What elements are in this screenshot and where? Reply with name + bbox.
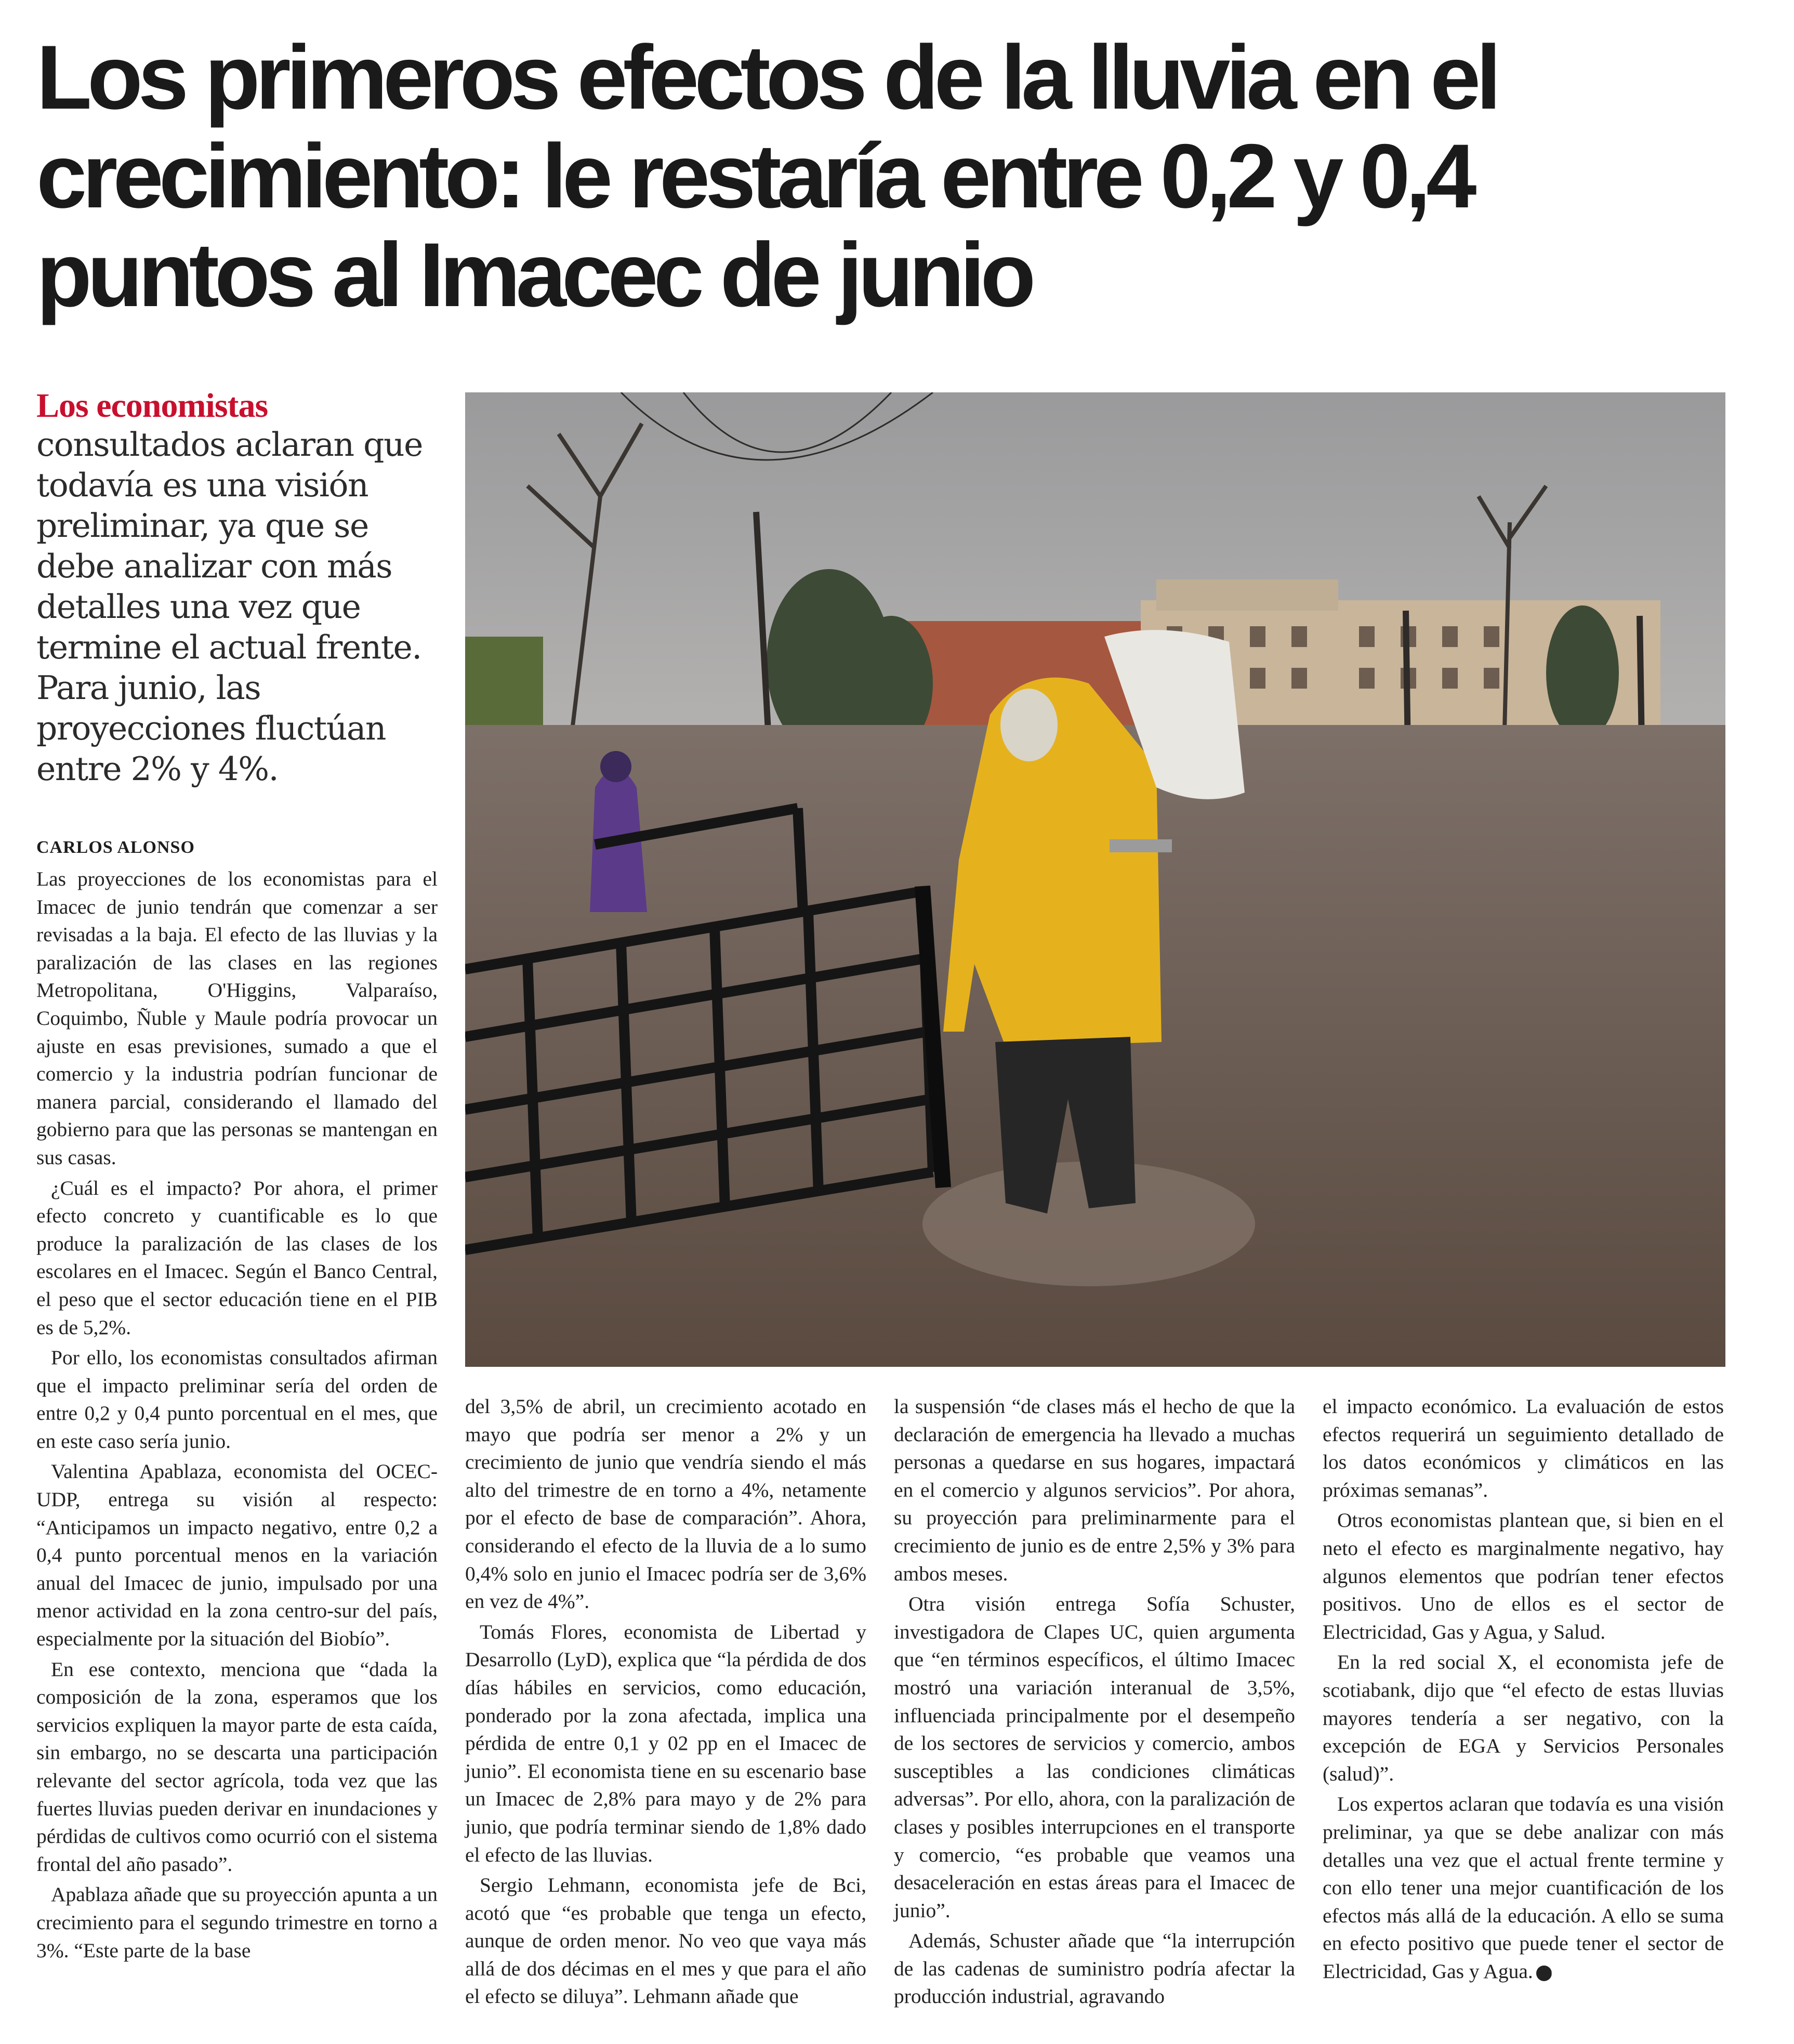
paragraph: Las proyecciones de los economistas para el Imacec de junio tendrán que comenzar a ser revisadas a la baja. El efecto de las lluvias y la paralización de las clases en las regiones Metropolitana, O'Higgins, Valparaíso, Coquimbo, Ñuble y Maule podría provocar un ajuste en esas previsiones, sumado a que el comercio y la industria podrían funcionar de manera parcial, considerando el llamado del gobierno para que las personas se mantengan en sus casas.: [36, 867, 438, 1169]
paragraph-text: Los expertos aclaran que todavía es una visión preliminar, ya que se debe analizar con más detalles una vez que el actual frente termine y con ello tener una mejor cuantificación de los efectos más allá de la educación. A ello se suma en efecto positivo que puede tener el sector de Electricidad, Gas y Agua.: [1323, 1792, 1724, 1983]
paragraph: Apablaza añade que su proyección apunta a un crecimiento para el segundo trimestre en torno a 3%. “Este parte de la base: [36, 1883, 438, 1962]
paragraph: el impacto económico. La evaluación de estos efectos requerirá un seguimiento detallado de los datos económicos y climáticos en las próximas semanas”.: [1323, 1395, 1724, 1501]
paragraph: Otros economistas plantean que, si bien en el neto el efecto es marginalmente negativo, hay algunos elementos que podrían tener efectos positivos. Uno de ellos es el sector de Electricidad, Gas y Agua, y Salud.: [1323, 1509, 1724, 1643]
end-mark-icon: P: [1536, 1966, 1552, 1981]
paragraph: Además, Schuster añade que “la interrupción de las cadenas de suministro podría afectar la producción industrial, agravando: [894, 1929, 1295, 2008]
headline: Los primeros efectos de la lluvia en el crecimiento: le restaría entre 0,2 y 0,4 puntos al Imacec de junio: [36, 27, 1497, 326]
paragraph: Por ello, los economistas consultados afirman que el impacto preliminar sería del orden de entre 0,2 y 0,4 punto porcentual en el mes, que en este caso sería junio.: [36, 1346, 438, 1453]
paragraph: Sergio Lehmann, economista jefe de Bci, acotó que “es probable que tenga un efecto, aunque de orden menor. No veo que vaya más allá de dos décimas en el mes y que para el año el efecto se diluya”. Lehmann añade que: [465, 1874, 866, 2008]
deck: [36, 387, 452, 789]
paragraph: En la red social X, el economista jefe de scotiabank, dijo que “el efecto de estas lluvias mayores tendería a ser negativo, con la excepción de EGA y Servicios Personales (salud)”.: [1323, 1651, 1724, 1785]
paragraph: la suspensión “de clases más el hecho de que la declaración de emergencia ha llevado a muchas personas a quedarse en sus hogares, impactará en el comercio y algunos servicios”. Por ahora, su proyección para preliminarmente para el crecimiento de junio es de entre 2,5% y 3% para ambos meses.: [894, 1395, 1295, 1585]
byline: CARLOS ALONSO: [36, 838, 195, 857]
flood-photo: [465, 392, 1725, 1367]
paragraph: del 3,5% de abril, un crecimiento acotado en mayo que podría ser menor a 2% y un crecimiento de junio que vendría siendo el más alto del trimestre de en torno a 4%, netamente por el efecto de base de comparación”. Ahora, considerando el efecto de la lluvia de a lo sumo 0,4% solo en junio el Imacec podría ser de 3,6% en vez de 4%”.: [465, 1395, 866, 1613]
deck-text: consultados aclaran que todavía es una visión preliminar, ya que se debe analizar con más detalles una vez que termine el actual frente. Para junio, las proyecciones fluctúan entre 2% y 4%.: [36, 426, 423, 788]
paragraph: Otra visión entrega Sofía Schuster, investigadora de Clapes UC, quien argumenta que “en términos específicos, el último Imacec mostró una variación interanual de 3,5%, influenciada principalmente por el desempeño de los sectores de servicios y comercio, ambos susceptibles a las condiciones climáticas adversas”. Por ello, ahora, con la paralización de clases y posibles interrupciones en el transporte y comercio, “es probable que veamos una desaceleración en estas áreas para el Imacec de junio”.: [894, 1592, 1295, 1922]
paragraph: Valentina Apablaza, economista del OCEC-UDP, entrega su visión al respecto: “Anticipamos un impacto negativo, entre 0,2 a 0,4 punto porcentual menos en la variación anual del Imacec de junio, impulsado por una menor actividad en la zona centro-sur del país, especialmente por la situación del Biobío”.: [36, 1460, 438, 1651]
body-column-1: [36, 865, 438, 2024]
paragraph: ¿Cuál es el impacto? Por ahora, el primer efecto concreto y cuantificable es lo que produce la paralización de las clases de los escolares en el Imacec. Según el Banco Central, el peso que el sector educación tiene en el PIB es de 5,2%.: [36, 1176, 438, 1339]
paragraph: Tomás Flores, economista de Libertad y Desarrollo (LyD), explica que “la pérdida de dos días hábiles en servicios, como educación, ponderado por la zona afectada, implica una pérdida de entre 0,1 y 02 pp en el Imacec de junio”. El economista tiene en su escenario base un Imacec de 2,8% para mayo y de 2% para junio, que podría terminar siendo de 1,8% dado el efecto de las lluvias.: [465, 1620, 866, 1866]
body-column-3: [894, 1393, 1295, 2024]
deck-lead: Los economistas: [36, 387, 268, 425]
paragraph: [1323, 1790, 1724, 1985]
body-column-2: [465, 1393, 866, 2024]
paragraph: En ese contexto, menciona que “dada la composición de la zona, esperamos que los servicios expliquen la mayor parte de esta caída, sin embargo, no se descarta una participación relevante del sector agrícola, toda vez que las fuertes lluvias pueden derivar en inundaciones y pérdidas de cultivos como ocurrió con el sistema frontal del año pasado”.: [36, 1657, 438, 1876]
body-column-4: [1323, 1393, 1724, 2024]
flood-photo-illustration: [465, 392, 1725, 1367]
